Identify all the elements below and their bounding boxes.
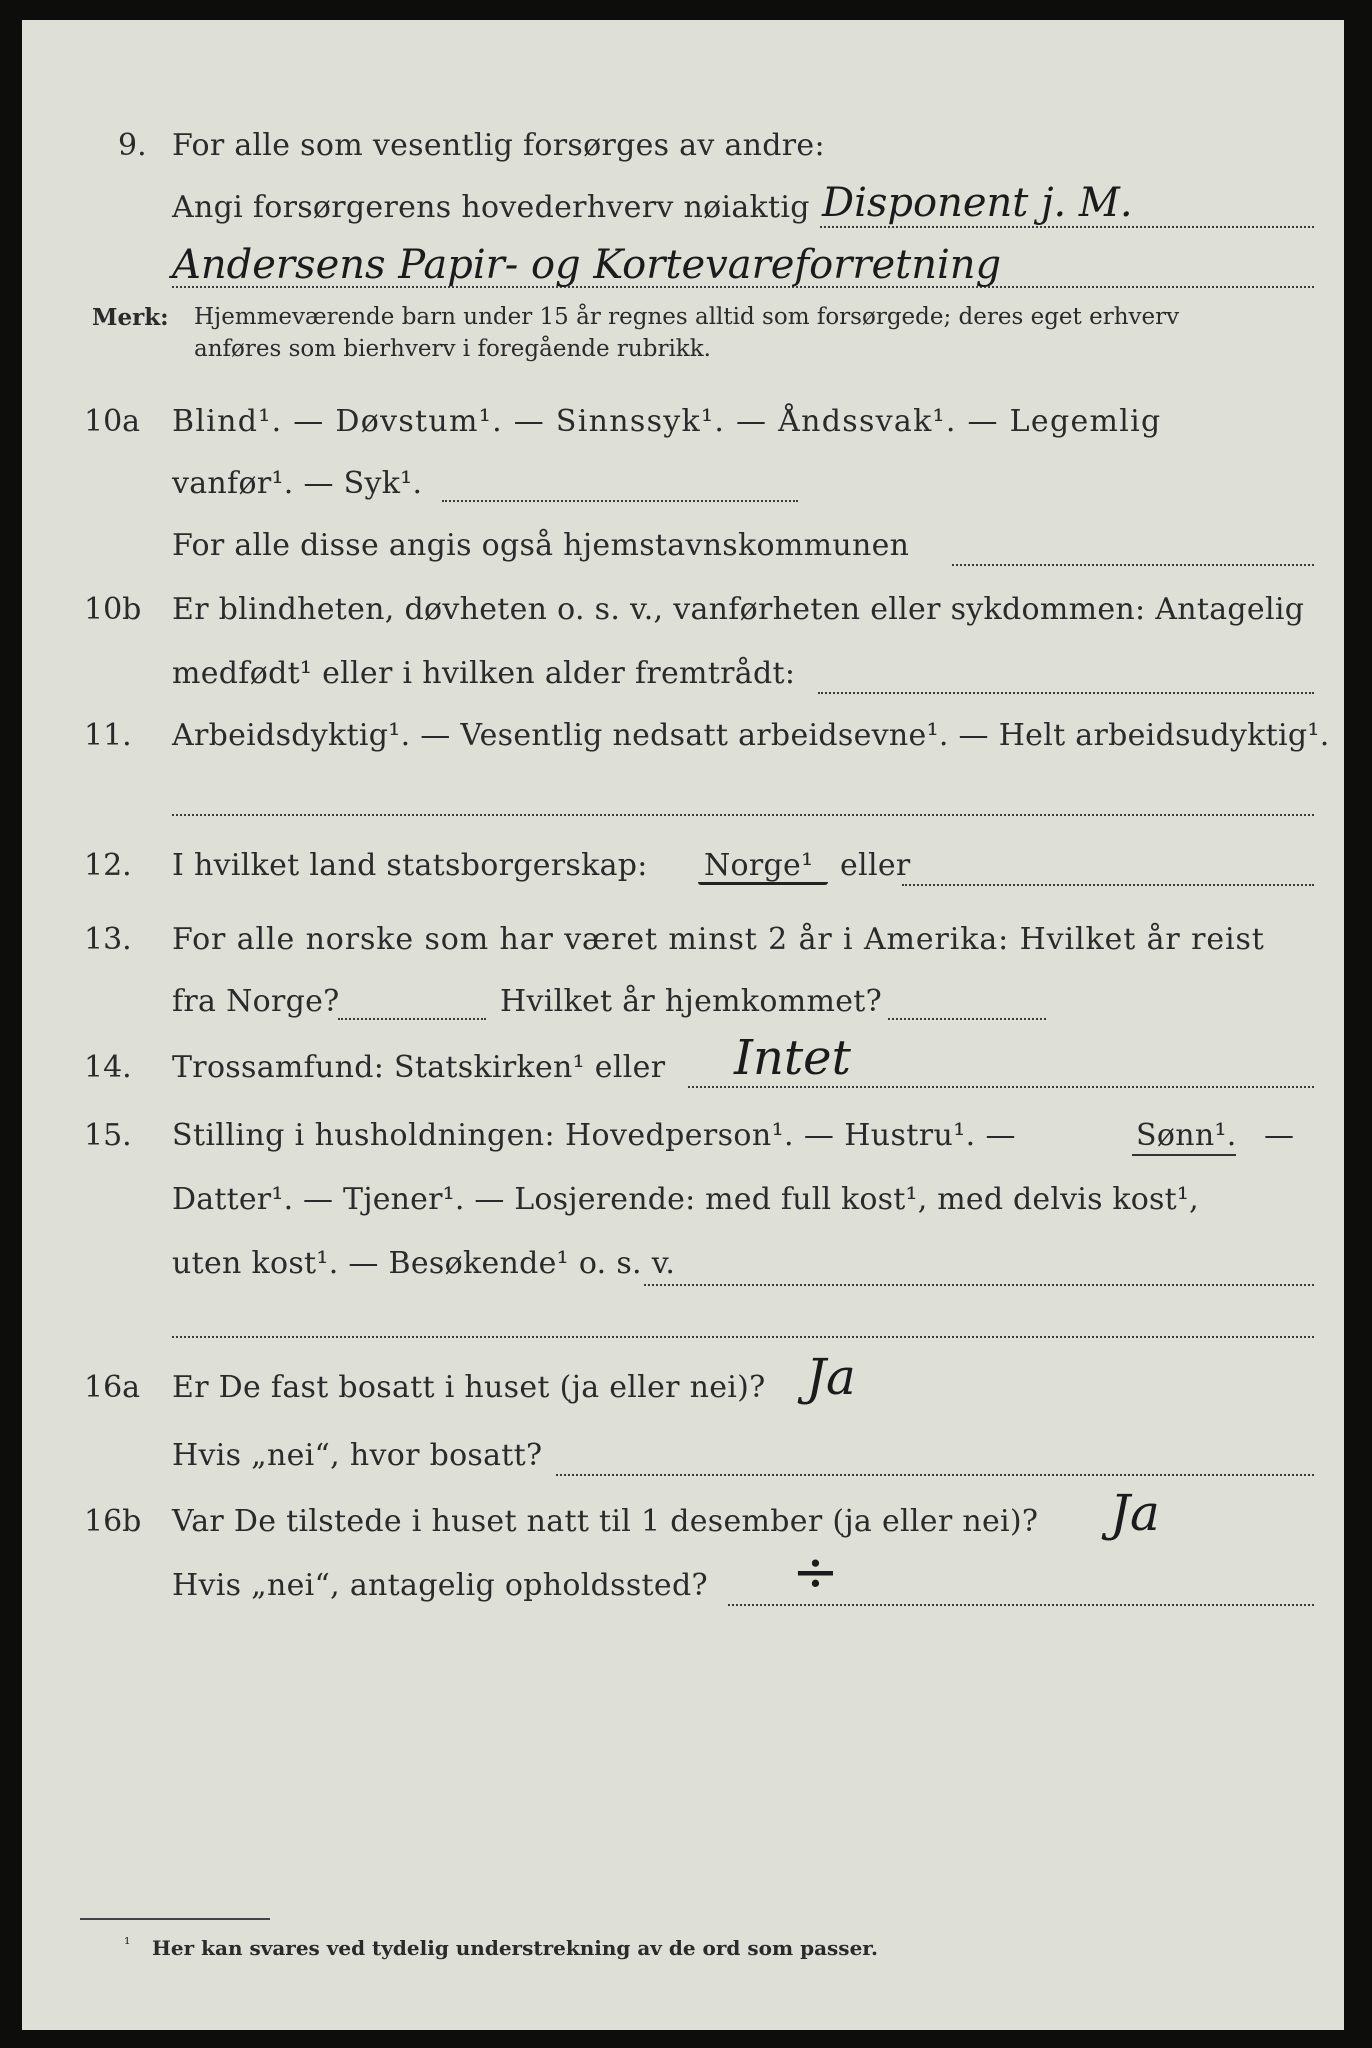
q9-line2: Angi forsørgerens hovederhverv nøiaktig [172, 190, 810, 225]
q13-number: 13. [84, 922, 132, 957]
q15-sonn-underline [1132, 1154, 1236, 1156]
q11-answer-line [172, 814, 1314, 816]
footnote-text: Her kan svares ved tydelig understrekning av de ord som passer. [152, 1936, 878, 1960]
q9-handwritten-answer2: Andersens Papir- og Kortevareforretning [172, 242, 1002, 288]
q10b-line1: Er blindheten, døvheten o. s. v., vanførheten eller sykdommen: Antagelig [172, 592, 1305, 627]
q9-line1: For alle som vesentlig forsørges av andre: [172, 128, 825, 163]
census-form-page [22, 20, 1344, 2030]
q12-answer-line [902, 884, 1314, 886]
footnote-separator [80, 1918, 270, 1920]
q16a-handwritten-answer: Ja [806, 1348, 856, 1406]
q16a-answer-line [556, 1474, 1314, 1476]
q10a-hjemstavn-line [952, 564, 1314, 566]
q12-number: 12. [84, 848, 132, 883]
q12-norge: Norge¹ [704, 848, 814, 883]
q16a-number: 16a [84, 1370, 141, 1405]
q12-norge-underline [698, 882, 828, 885]
q15-answer-line1 [644, 1284, 1314, 1286]
q16a-line2: Hvis „nei“, hvor bosatt? [172, 1438, 543, 1473]
q10a-number: 10a [84, 404, 141, 439]
q16a-line1: Er De fast bosatt i huset (ja eller nei)? [172, 1370, 766, 1405]
q10b-answer-line [818, 692, 1314, 694]
q14-line1: Trossamfund: Statskirken¹ eller [172, 1050, 666, 1085]
q11-number: 11. [84, 718, 132, 753]
q10a-answer-line [442, 500, 798, 502]
q11-line1: Arbeidsdyktig¹. — Vesentlig nedsatt arbeidsevne¹. — Helt arbeidsudyktig¹. [172, 718, 1330, 753]
q9-handwritten-answer1: Disponent j. M. [822, 180, 1133, 226]
merk-line2: anføres som bierhverv i foregående rubrikk. [194, 336, 711, 362]
q16b-line1: Var De tilstede i huset natt til 1 desember (ja eller nei)? [172, 1504, 1039, 1539]
q16b-handwritten-answer2: ÷ [792, 1540, 839, 1605]
q12-line1a: I hvilket land statsborgerskap: [172, 848, 648, 883]
q14-handwritten-answer: Intet [734, 1030, 851, 1086]
merk-label: Merk: [92, 304, 169, 331]
q16b-handwritten-answer: Ja [1110, 1484, 1160, 1542]
q14-answer-line [688, 1086, 1314, 1088]
footnote-mark: ¹ [124, 1934, 131, 1953]
q13-line2b: Hvilket år hjemkommet? [500, 984, 883, 1019]
q15-line2: Datter¹. — Tjener¹. — Losjerende: med full kost¹, med delvis kost¹, [172, 1182, 1199, 1217]
q15-answer-line2 [172, 1336, 1314, 1338]
q10b-number: 10b [84, 592, 142, 627]
q13-line2a: fra Norge? [172, 984, 340, 1019]
q13-hjemkommet-line [888, 1018, 1046, 1020]
q15-line3: uten kost¹. — Besøkende¹ o. s. v. [172, 1246, 676, 1281]
merk-line1: Hjemmeværende barn under 15 år regnes alltid som forsørgede; deres eget erhverv [194, 304, 1180, 330]
q12-eller: eller [840, 848, 911, 883]
q15-dash: — [1264, 1118, 1295, 1153]
q13-reist-line [338, 1018, 486, 1020]
q10b-line2: medfødt¹ eller i hvilken alder fremtrådt: [172, 656, 796, 691]
q9-number: 9. [118, 128, 147, 163]
q9-answer-line1 [820, 226, 1314, 228]
q15-line1a: Stilling i husholdningen: Hovedperson¹. — Hustru¹. — [172, 1118, 1016, 1153]
q10a-line2: vanfør¹. — Syk¹. [172, 466, 423, 501]
q14-number: 14. [84, 1050, 132, 1085]
q10a-line1: Blind¹. — Døvstum¹. — Sinnssyk¹. — Åndssvak¹. — Legemlig [172, 404, 1162, 439]
q13-line1: For alle norske som har været minst 2 år i Amerika: Hvilket år reist [172, 922, 1265, 957]
q15-sonn: Sønn¹. [1136, 1118, 1237, 1153]
q10a-line3: For alle disse angis også hjemstavnskommunen [172, 528, 910, 563]
q15-number: 15. [84, 1118, 132, 1153]
q16b-line2: Hvis „nei“, antagelig opholdssted? [172, 1568, 708, 1603]
q16b-number: 16b [84, 1504, 142, 1539]
